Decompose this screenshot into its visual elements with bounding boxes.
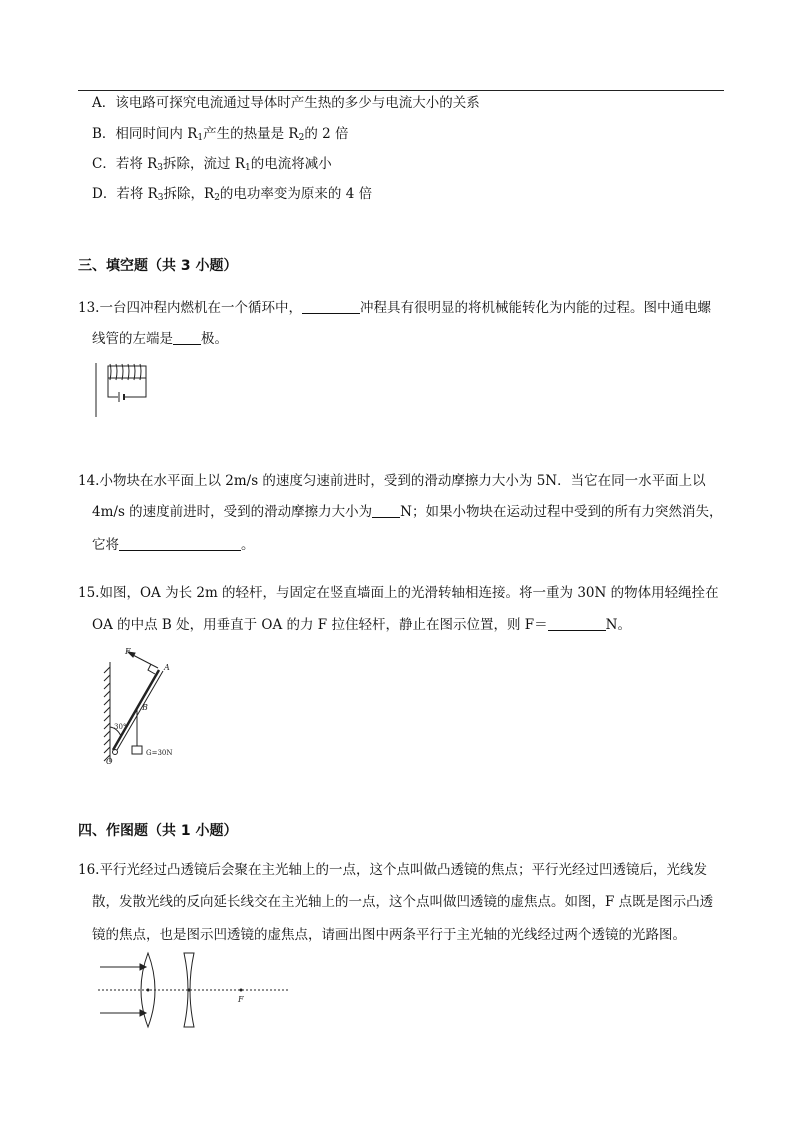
label-G: G=30N bbox=[146, 749, 173, 757]
q15-line-2: OA 的中点 B 处，用垂直于 OA 的力 F 拉住轻杆，静止在图示位置，则 F＝ N。 bbox=[92, 617, 631, 633]
q12-option-b: B．相同时间内 $R_1$产生的热量是 $R_2$的 2 倍 bbox=[92, 126, 349, 143]
q12-option-d: D．若将 $R_3$拆除，$R_2$的电功率变为原来的 4 倍 bbox=[92, 186, 373, 203]
q15-blank-1[interactable] bbox=[548, 616, 606, 631]
header-rule bbox=[78, 90, 724, 91]
q13-line-1: 13.一台四冲程内燃机在一个循环中， 冲程具有很明显的将机械能转化为内能的过程。图中通电螺 bbox=[78, 300, 711, 316]
label-F: F bbox=[125, 647, 131, 656]
section-heading-drawing: 四、作图题（共 1 小题） bbox=[78, 823, 238, 839]
q14-blank-1[interactable] bbox=[372, 503, 400, 518]
q12-option-c: C．若将 $R_3$拆除，流过 $R_1$的电流将减小 bbox=[92, 156, 332, 173]
label-O: O bbox=[106, 757, 113, 766]
q14-blank-2[interactable] bbox=[119, 536, 241, 551]
q14-line-3: 它将 。 bbox=[92, 537, 255, 553]
q13-blank-2[interactable] bbox=[173, 330, 201, 345]
q14-line-2: 4m/s 的速度前进时，受到的滑动摩擦力大小为 N；如果小物块在运动过程中受到的所有力突然消失， bbox=[92, 504, 723, 520]
q16-line-1: 16.平行光经过凸透镜后会聚在主光轴上的一点，这个点叫做凸透镜的焦点；平行光经过凹透镜后，光线发 bbox=[78, 862, 707, 878]
q13-line-2: 线管的左端是 极。 bbox=[92, 331, 228, 347]
q12-option-a: A．该电路可探究电流通过导体时产生热的多少与电流大小的关系 bbox=[92, 95, 480, 111]
section-heading-fill-in: 三、填空题（共 3 小题） bbox=[78, 258, 238, 274]
q13-blank-1[interactable] bbox=[302, 299, 360, 314]
lever-figure bbox=[95, 642, 205, 767]
label-angle: 30° bbox=[114, 723, 127, 731]
q15-line-1: 15.如图，OA 为长 2m 的轻杆，与固定在竖直墙面上的光滑转轴相连接。将一重为 30N 的物体用轻绳拴在 bbox=[78, 585, 719, 601]
q16-line-3: 镜的焦点，也是图示凹透镜的虚焦点，请画出图中两条平行于主光轴的光线经过两个透镜的光路图。 bbox=[92, 927, 686, 943]
label-B: B bbox=[142, 703, 148, 712]
label-focus-F: F bbox=[238, 995, 244, 1004]
q14-line-1: 14.小物块在水平面上以 2m/s 的速度匀速前进时，受到的滑动摩擦力大小为 5N．当它在同一水平面上以 bbox=[78, 473, 706, 489]
lens-figure bbox=[98, 950, 288, 1032]
label-A: A bbox=[164, 663, 170, 672]
solenoid-figure bbox=[88, 360, 168, 420]
q16-line-2: 散，发散光线的反向延长线交在主光轴上的一点，这个点叫做凹透镜的虚焦点。如图，F 点既是图示凸透 bbox=[92, 894, 714, 910]
